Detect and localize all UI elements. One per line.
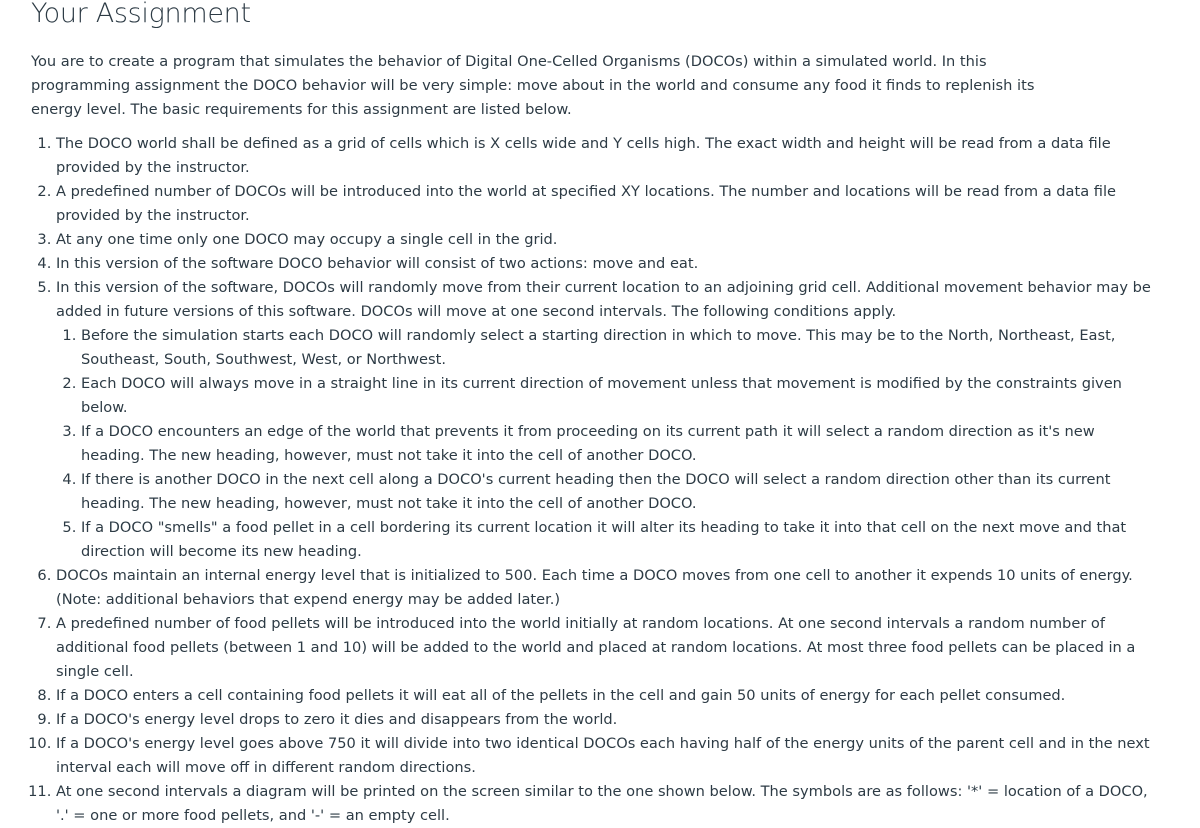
requirements-list (31, 132, 1156, 828)
list-item: 1. Before the simulation starts each DOCO will randomly select a starting direction in which to move. This may be to the North, Northeast, East, Southeast, South, Southwest, West, or Northwest. (81, 324, 1156, 372)
movement-conditions-list (56, 324, 1156, 564)
list-item: 3. At any one time only one DOCO may occupy a single cell in the grid. (56, 228, 1156, 252)
list-item: 2. A predefined number of DOCOs will be introduced into the world at specified XY locations. The number and locations will be read from a data file provided by the instructor. (56, 180, 1156, 228)
list-item: 10. If a DOCO's energy level goes above 750 it will divide into two identical DOCOs each having half of the energy units of the parent cell and in the next interval each will move off in different random directions. (56, 732, 1156, 780)
list-item: 4. If there is another DOCO in the next cell along a DOCO's current heading then the DOCO will select a random direction other than its current heading. The new heading, however, must not take it into the cell of another DOCO. (81, 468, 1156, 516)
list-item: 5. If a DOCO "smells" a food pellet in a cell bordering its current location it will alter its heading to take it into that cell on the next move and that direction will become its new heading. (81, 516, 1156, 564)
list-item: 2. Each DOCO will always move in a straight line in its current direction of movement unless that movement is modified by the constraints given below. (81, 372, 1156, 420)
list-item: 4. In this version of the software DOCO behavior will consist of two actions: move and eat. (56, 252, 1156, 276)
list-item (56, 276, 1156, 564)
list-item: 1. The DOCO world shall be defined as a grid of cells which is X cells wide and Y cells high. The exact width and height will be read from a data file provided by the instructor. (56, 132, 1156, 180)
page-title: Your Assignment (31, 0, 251, 29)
list-item: 11. At one second intervals a diagram will be printed on the screen similar to the one shown below. The symbols are as follows: '*' = location of a DOCO, '.' = one or more food pellets, and '-' = an empty cell. (56, 780, 1156, 828)
list-item-text: In this version of the software, DOCOs will randomly move from their current location to an adjoining grid cell. Additional movement behavior may be added in future versions of this software. DOCOs will move at one second intervals. The following conditions apply. (56, 279, 1151, 320)
list-item: 6. DOCOs maintain an internal energy level that is initialized to 500. Each time a DOCO moves from one cell to another it expends 10 units of energy. (Note: additional behaviors that expend energy may be added later.) (56, 564, 1156, 612)
intro-paragraph: You are to create a program that simulates the behavior of Digital One-Celled Organisms (DOCOs) within a simulated world. In this programming assignment the DOCO behavior will be very simple: move about in the world and consume any food it finds to replenish its energy level. The basic requirements for this assignment are listed below. (31, 53, 1035, 118)
list-item: 3. If a DOCO encounters an edge of the world that prevents it from proceeding on its current path it will select a random direction as it's new heading. The new heading, however, must not take it into the cell of another DOCO. (81, 420, 1156, 468)
list-item: 8. If a DOCO enters a cell containing food pellets it will eat all of the pellets in the cell and gain 50 units of energy for each pellet consumed. (56, 684, 1156, 708)
list-item: 9. If a DOCO's energy level drops to zero it dies and disappears from the world. (56, 708, 1156, 732)
list-item: 7. A predefined number of food pellets will be introduced into the world initially at random locations. At one second intervals a random number of additional food pellets (between 1 and 10) will be added to the world and placed at random locations. At most three food pellets can be placed in a single cell. (56, 612, 1156, 684)
